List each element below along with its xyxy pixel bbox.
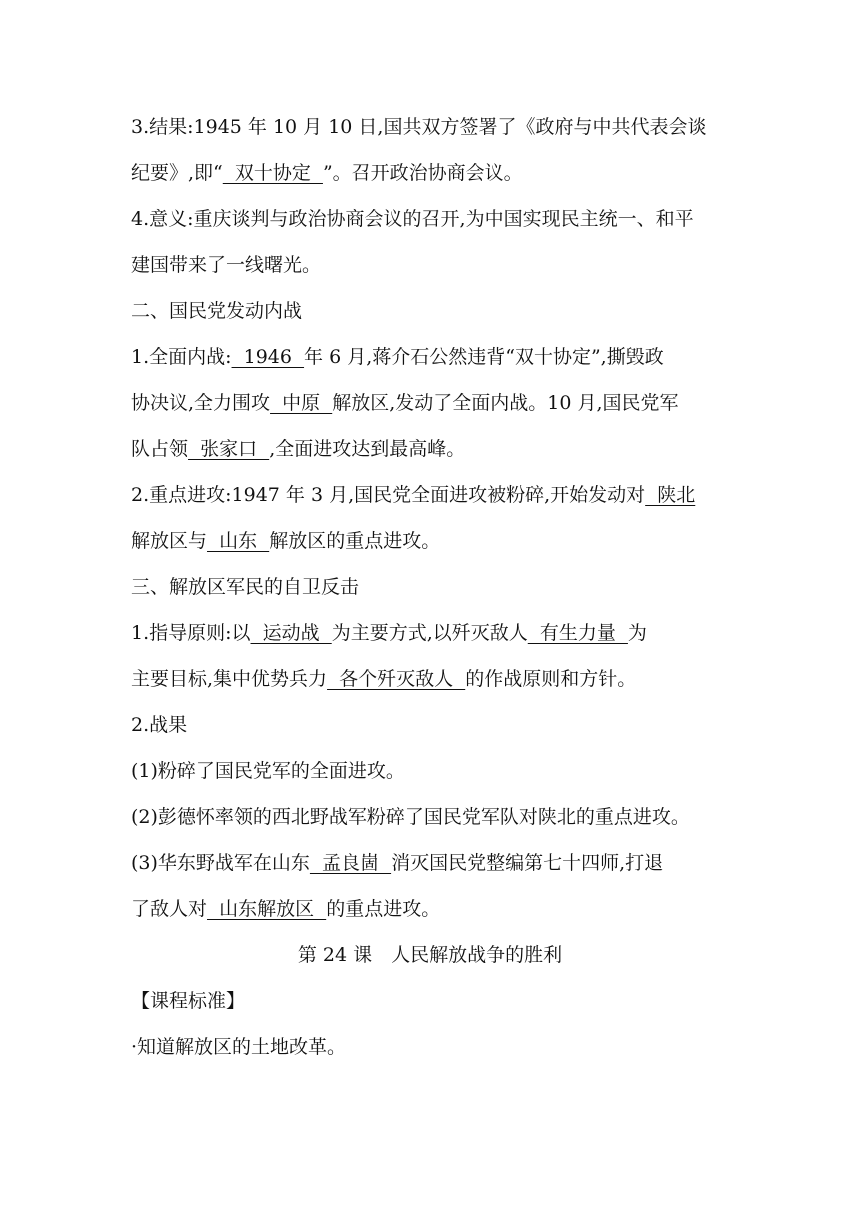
text: (2)彭德怀率领的西北野战军粉碎了国民党军队对陕北的重点进攻。 bbox=[131, 806, 690, 828]
answer-blank: 中原 bbox=[270, 392, 333, 414]
lesson-title-text: 第 24 课 人民解放战争的胜利 bbox=[297, 944, 563, 966]
lesson-title bbox=[0, 943, 860, 967]
answer-blank: 孟良崮 bbox=[309, 852, 392, 874]
text: 的作战原则和方针。 bbox=[465, 668, 637, 690]
text: 为 bbox=[627, 622, 647, 644]
answer-blank: 陕北 bbox=[645, 484, 696, 506]
text-line-result-item-1 bbox=[131, 759, 731, 783]
text-line-focused-1 bbox=[131, 483, 731, 507]
text-line-significance-2 bbox=[131, 253, 731, 277]
bullet-item bbox=[131, 1035, 731, 1059]
text: 了敌人对 bbox=[131, 898, 208, 920]
answer-blank: 山东 bbox=[207, 530, 270, 552]
answer-blank: 1946 bbox=[231, 346, 305, 368]
section-heading-2 bbox=[131, 299, 731, 323]
text: 主要目标,集中优势兵力 bbox=[131, 668, 328, 690]
text: 为主要方式,以歼灭敌人 bbox=[331, 622, 528, 644]
text-line-principle-1 bbox=[131, 621, 731, 645]
answer-blank: 各个歼灭敌人 bbox=[327, 668, 466, 690]
text: 建国带来了一线曙光。 bbox=[131, 254, 322, 276]
answer-blank: 运动战 bbox=[250, 622, 332, 644]
text: (3)华东野战军在山东 bbox=[131, 852, 310, 874]
text-line-result-1 bbox=[131, 115, 731, 139]
text: 3.结果:1945 年 10 月 10 日,国共双方签署了《政府与中共代表会谈 bbox=[131, 116, 707, 138]
text-line-fullwar-2 bbox=[131, 391, 731, 415]
heading-text: 三、解放区军民的自卫反击 bbox=[131, 576, 360, 598]
text: 【课程标准】 bbox=[131, 990, 246, 1012]
text: ”。召开政治协商会议。 bbox=[322, 162, 523, 184]
text: 解放区与 bbox=[131, 530, 208, 552]
text-line-result-item-3b bbox=[131, 897, 731, 921]
text: 解放区,发动了全面内战。10 月,国民党军 bbox=[332, 392, 679, 414]
text-line-principle-2 bbox=[131, 667, 731, 691]
text: (1)粉碎了国民党军的全面进攻。 bbox=[131, 760, 405, 782]
text-line-result-2 bbox=[131, 161, 731, 185]
text: 消灭国民党整编第七十四师,打退 bbox=[391, 852, 664, 874]
text-line-significance-1 bbox=[131, 207, 731, 231]
text-line-results-heading bbox=[131, 713, 731, 737]
answer-blank: 有生力量 bbox=[527, 622, 628, 644]
text: 1.指导原则:以 bbox=[131, 622, 251, 644]
heading-text: 二、国民党发动内战 bbox=[131, 300, 303, 322]
answer-blank: 双十协定 bbox=[222, 162, 323, 184]
text: 纪要》,即“ bbox=[131, 162, 223, 184]
text: 2.战果 bbox=[131, 714, 188, 736]
curriculum-standard-label bbox=[131, 989, 731, 1013]
text: 年 6 月,蒋介石公然违背“双十协定”,撕毁政 bbox=[304, 346, 664, 368]
text-line-focused-2 bbox=[131, 529, 731, 553]
text-line-result-item-2 bbox=[131, 805, 731, 829]
text: 2.重点进攻:1947 年 3 月,国民党全面进攻被粉碎,开始发动对 bbox=[131, 484, 646, 506]
text: ,全面进攻达到最高峰。 bbox=[269, 438, 466, 460]
answer-blank: 张家口 bbox=[188, 438, 270, 460]
text: 队占领 bbox=[131, 438, 189, 460]
text: 解放区的重点进攻。 bbox=[269, 530, 441, 552]
text: 协决议,全力围攻 bbox=[131, 392, 271, 414]
text-line-fullwar-1 bbox=[131, 345, 731, 369]
answer-blank: 山东解放区 bbox=[207, 898, 327, 920]
text: ·知道解放区的土地改革。 bbox=[131, 1036, 347, 1058]
text-line-fullwar-3 bbox=[131, 437, 731, 461]
text: 1.全面内战: bbox=[131, 346, 232, 368]
text-line-result-item-3a bbox=[131, 851, 731, 875]
text: 的重点进攻。 bbox=[326, 898, 441, 920]
section-heading-3 bbox=[131, 575, 731, 599]
text: 4.意义:重庆谈判与政治协商会议的召开,为中国实现民主统一、和平 bbox=[131, 208, 694, 230]
